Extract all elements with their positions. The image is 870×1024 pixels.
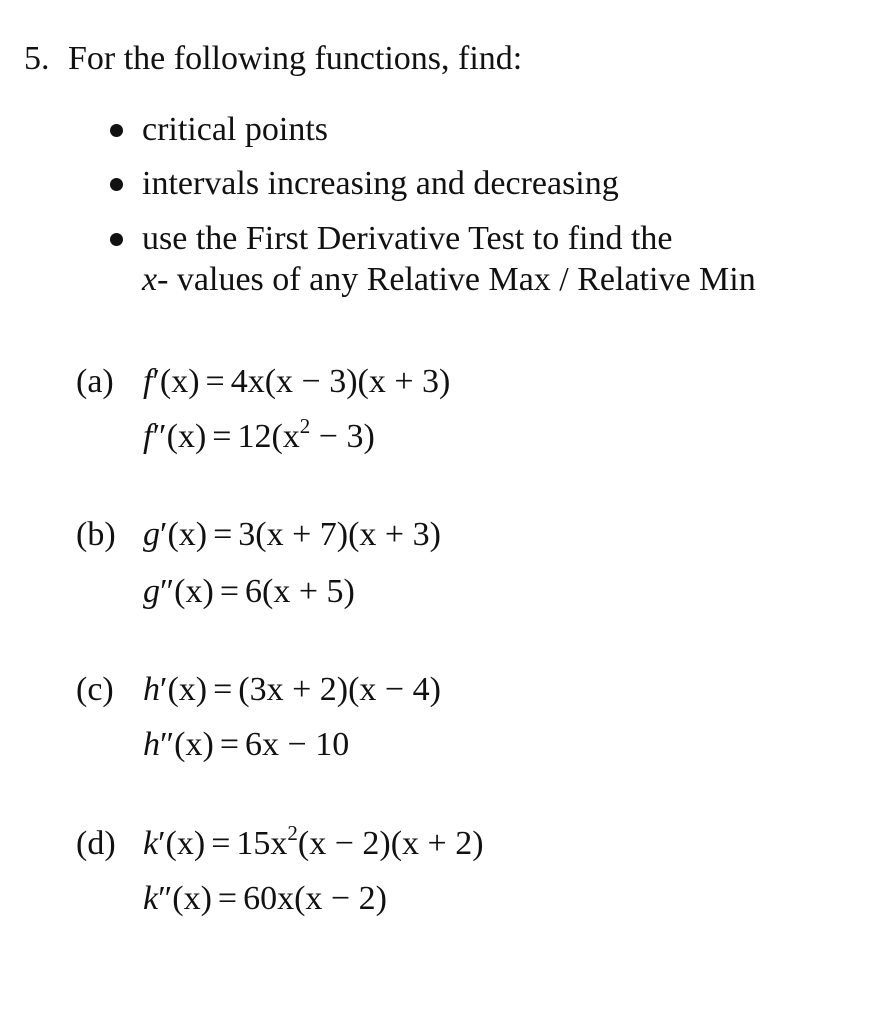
bullet-first-derivative-test: use the First Derivative Test to find the [142, 220, 673, 257]
function-name: f [143, 418, 153, 455]
double-prime-mark: ″ [152, 418, 167, 455]
argument: (x) [167, 516, 208, 553]
bullet-continued-text: - values of any Relative Max / Relative Min [157, 261, 756, 298]
exponent: 2 [299, 413, 311, 438]
expression: 4x(x − 3)(x + 3) [230, 363, 451, 400]
function-name: k [143, 825, 159, 862]
part-b-label: (b) [76, 516, 116, 553]
equals-sign: = [213, 516, 233, 553]
bullet-intervals: intervals increasing and decreasing [142, 165, 619, 202]
bullet-dot [110, 233, 123, 246]
equals-sign: = [219, 726, 240, 763]
problem-number: 5. [24, 40, 50, 77]
argument: (x) [165, 825, 206, 862]
function-name: h [143, 726, 160, 763]
prime-mark: ′ [152, 363, 160, 400]
equals-sign: = [213, 671, 233, 708]
equals-sign: = [211, 825, 231, 862]
problem-instruction: For the following functions, find: [68, 40, 523, 77]
double-prime-mark: ″ [158, 880, 173, 917]
expression: 6x − 10 [245, 726, 350, 763]
bullet-dot [110, 124, 123, 137]
prime-mark: ′ [160, 516, 168, 553]
problem-heading [24, 42, 522, 76]
equals-sign: = [217, 880, 238, 917]
function-name: k [143, 880, 159, 917]
part-c-label: (c) [76, 671, 114, 708]
part-d-second-derivative [143, 882, 387, 916]
part-a-second-derivative [143, 413, 375, 455]
expression-tail: (x − 2)(x + 2) [297, 825, 484, 862]
expression: 60x(x − 2) [243, 880, 387, 917]
function-name: h [143, 671, 160, 708]
part-d-first-derivative [143, 820, 484, 862]
part-a-label: (a) [76, 363, 114, 400]
equals-sign: = [205, 363, 225, 400]
prime-mark: ′ [160, 671, 168, 708]
expression: 6(x + 5) [245, 573, 355, 610]
argument: (x) [167, 671, 208, 708]
expression: 3(x + 7)(x + 3) [238, 516, 441, 553]
argument: (x) [172, 880, 212, 917]
expression-tail: − 3) [310, 418, 375, 455]
equals-sign: = [212, 418, 232, 455]
part-b-second-derivative [143, 575, 355, 609]
part-d-label: (d) [76, 825, 116, 862]
part-c-second-derivative [143, 728, 349, 762]
equals-sign: = [219, 573, 240, 610]
function-name: g [143, 516, 160, 553]
expression: 15x [236, 825, 288, 862]
argument: (x) [159, 363, 200, 400]
bullet-critical-points: critical points [142, 111, 329, 148]
part-c-first-derivative [143, 673, 441, 707]
argument: (x) [166, 418, 207, 455]
argument: (x) [174, 726, 214, 763]
function-name: g [143, 573, 160, 610]
prime-mark: ′ [158, 825, 166, 862]
bullet-dot [110, 178, 123, 191]
part-a-first-derivative [143, 365, 450, 399]
double-prime-mark: ″ [160, 573, 175, 610]
exponent: 2 [287, 820, 298, 845]
expression: (3x + 2)(x − 4) [238, 671, 441, 708]
function-name: f [143, 363, 153, 400]
argument: (x) [174, 573, 214, 610]
bullet-first-derivative-test-cont [142, 263, 756, 297]
expression: 12(x [237, 418, 300, 455]
double-prime-mark: ″ [160, 726, 175, 763]
x-variable: x [142, 261, 158, 298]
part-b-first-derivative [143, 518, 441, 552]
